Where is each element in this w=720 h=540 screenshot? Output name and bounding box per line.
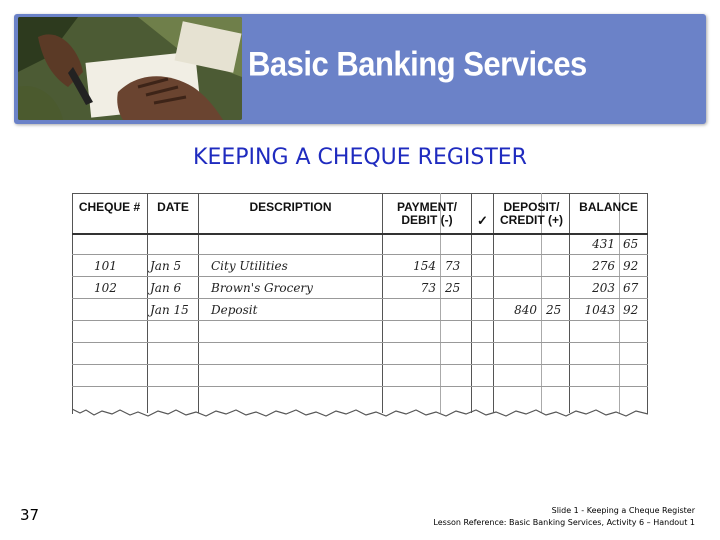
lesson-reference [433, 505, 695, 529]
row3-deposit-cents: 25 [546, 303, 562, 317]
header-deposit-line1: DEPOSIT/ [503, 200, 560, 214]
footer-line1: Slide 1 - Keeping a Cheque Register [551, 506, 695, 515]
row3-balance-cents: 92 [623, 303, 639, 317]
slide-number: 37 [20, 506, 40, 524]
row3-balance-dollars: 1043 [584, 303, 615, 317]
header-payment-line2: DEBIT (-) [401, 213, 453, 227]
header-deposit-line2: CREDIT (+) [500, 213, 563, 227]
header-checkmark-icon: ✓ [477, 213, 488, 228]
hands-writing-cheque-icon [18, 17, 242, 120]
row3-description: Deposit [211, 303, 258, 317]
opening-balance-cents: 65 [623, 237, 639, 251]
header-date: DATE [157, 200, 189, 214]
row1-payment-cents: 73 [445, 259, 461, 273]
row2-payment-cents: 25 [445, 281, 461, 295]
opening-balance-dollars: 431 [592, 237, 615, 251]
row2-date: Jan 6 [150, 281, 182, 295]
header-payment-debit [383, 201, 471, 227]
header-deposit-credit [494, 201, 569, 227]
row2-description: Brown's Grocery [211, 281, 313, 295]
row1-cheque: 101 [94, 259, 117, 273]
header-payment-line1: PAYMENT/ [396, 200, 457, 214]
banner-title: Basic Banking Services [248, 44, 587, 84]
row2-balance-dollars: 203 [592, 281, 615, 295]
row3-deposit-dollars: 840 [514, 303, 537, 317]
row1-balance-cents: 92 [623, 259, 639, 273]
torn-edge [72, 407, 648, 425]
row1-balance-dollars: 276 [592, 259, 615, 273]
row2-balance-cents: 67 [623, 281, 639, 295]
row1-payment-dollars: 154 [413, 259, 436, 273]
row1-description: City Utilities [211, 259, 288, 273]
header-balance: BALANCE [579, 200, 638, 214]
row2-cheque: 102 [94, 281, 117, 295]
row3-date: Jan 15 [150, 303, 189, 317]
row2-payment-dollars: 73 [420, 281, 436, 295]
row1-date: Jan 5 [150, 259, 182, 273]
header-description: DESCRIPTION [249, 200, 332, 214]
cheque-register-table [72, 193, 648, 425]
footer-line2: Lesson Reference: Basic Banking Services, Activity 6 – Handout 1 [433, 518, 695, 527]
header-cheque-number: CHEQUE # [78, 200, 141, 214]
page-title: KEEPING A CHEQUE REGISTER [193, 145, 527, 170]
